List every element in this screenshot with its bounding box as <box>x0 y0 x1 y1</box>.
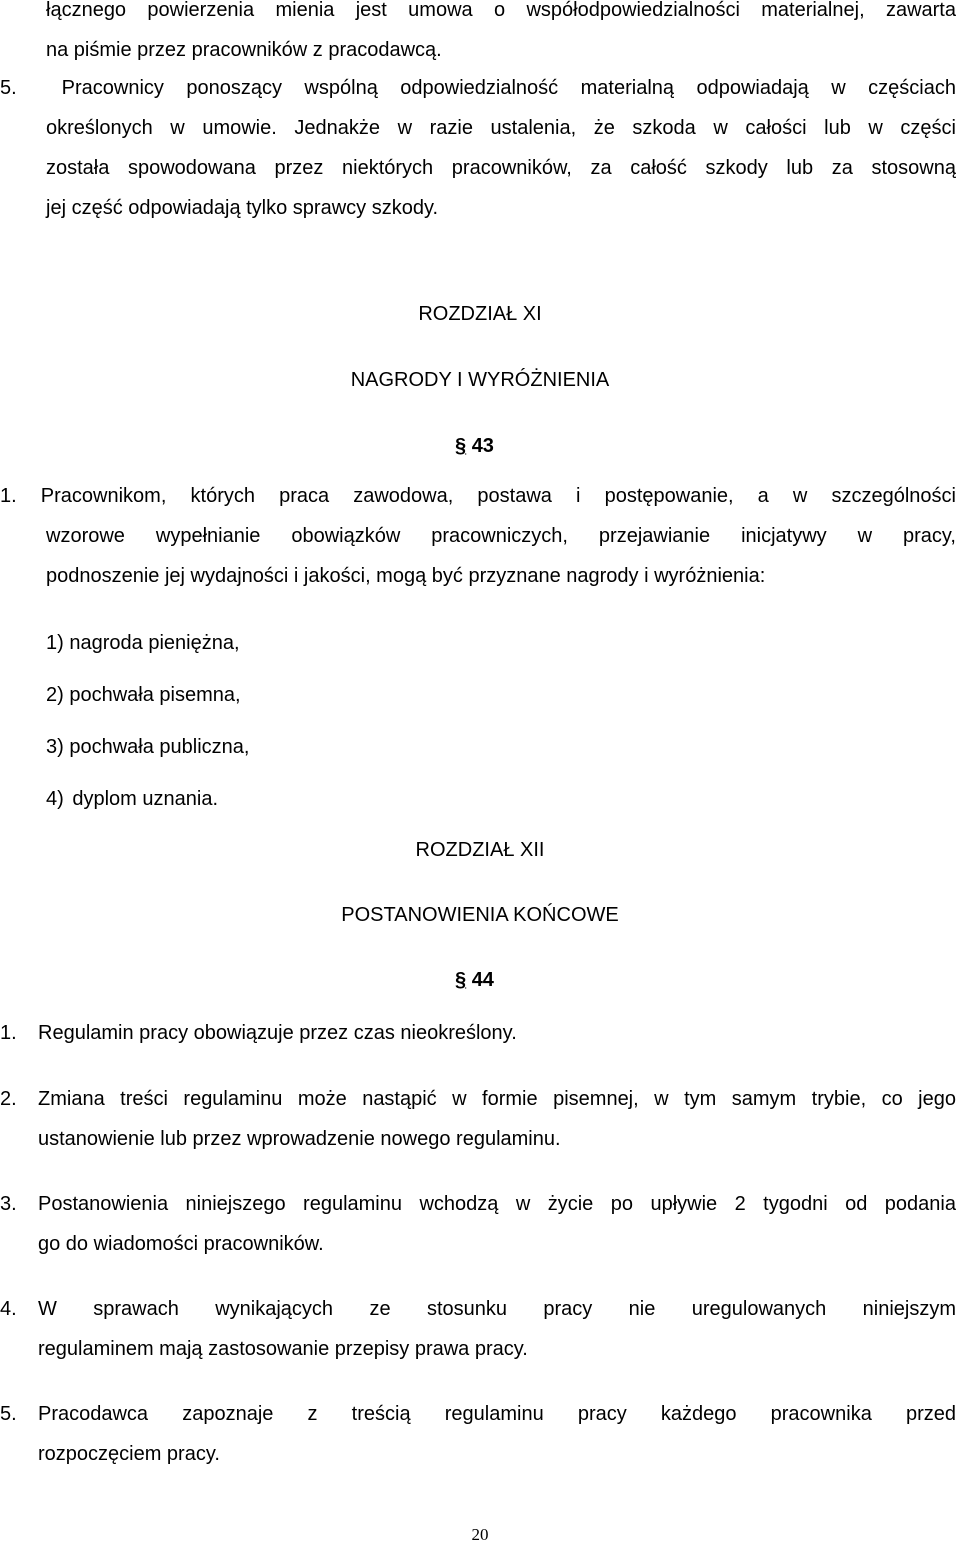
award-item-text: pochwała publiczna, <box>69 736 250 758</box>
section-43-paragraph <box>0 476 956 516</box>
award-item-number: 3) <box>46 736 64 758</box>
final-provision-4 <box>0 1289 958 1369</box>
provision-line: Postanowienia niniejszego regulaminu wchodzą w życie po upływie 2 tygodni od podania <box>38 1193 956 1215</box>
section-number: 43 <box>471 435 494 457</box>
award-list-item <box>46 631 240 655</box>
provision-line: Pracodawca zapoznaje z treścią regulaminu pracy każdego pracownika przed <box>38 1403 956 1425</box>
award-list-item <box>46 735 249 759</box>
provision-line: rozpoczęciem pracy. <box>38 1443 220 1465</box>
point-5-line-1 <box>0 68 956 108</box>
point-5-line-3: została spowodowana przez niektórych pracowników, za całość szkody lub za stosowną <box>46 157 956 179</box>
award-item-text: pochwała pisemna, <box>69 684 241 706</box>
provision-body <box>38 1394 956 1474</box>
section-43-line-3: podnoszenie jej wydajności i jakości, mogą być przyznane nagrody i wyróżnienia: <box>46 565 766 587</box>
award-item-text: nagroda pieniężna, <box>69 632 240 654</box>
award-list-item <box>46 683 241 707</box>
provision-number: 2. <box>0 1088 17 1110</box>
section-43-line-1 <box>0 476 956 516</box>
point-5-paragraph <box>0 68 956 108</box>
chapter-xii-subtitle: POSTANOWIENIA KOŃCOWE <box>341 904 619 926</box>
final-provision-5 <box>0 1394 958 1474</box>
provision-body <box>38 1184 956 1264</box>
point-5-line-4: jej część odpowiadają tylko sprawcy szkody. <box>46 197 439 219</box>
chapter-xii-title: ROZDZIAŁ XII <box>415 839 545 861</box>
provision-line: W sprawach wynikających ze stosunku pracy nie uregulowanych niniejszym <box>38 1298 956 1320</box>
provision-line: Zmiana treści regulaminu może nastąpić w formie pisemnej, w tym samym trybie, co jego <box>38 1088 956 1110</box>
award-item-number: 1) <box>46 632 64 654</box>
provision-line: ustanowienie lub przez wprowadzenie nowego regulaminu. <box>38 1128 561 1150</box>
provision-body <box>38 1079 956 1159</box>
final-provision-3 <box>0 1184 958 1264</box>
award-item-number: 4) <box>46 788 64 810</box>
provision-number: 4. <box>0 1298 17 1320</box>
provision-number: 3. <box>0 1193 17 1215</box>
section-symbol: § <box>455 969 467 991</box>
section-44-heading <box>455 968 494 992</box>
point-5-line-2: określonych w umowie. Jednakże w razie ustalenia, że szkoda w całości lub w części <box>46 117 956 139</box>
section-43-continuation <box>46 516 956 596</box>
provision-body <box>38 1289 956 1369</box>
provision-line: go do wiadomości pracowników. <box>38 1233 324 1255</box>
point-5-continuation <box>46 108 956 228</box>
award-list-item <box>46 787 218 811</box>
section-43-text-1: 1. Pracownikom, których praca zawodowa, postawa i postępowanie, a w szczególności <box>0 485 956 507</box>
intro-line-2: na piśmie przez pracowników z pracodawcą. <box>46 39 442 61</box>
intro-line-1: łącznego powierzenia mienia jest umowa o współodpowiedzialności materialnej, zawarta <box>46 0 956 21</box>
provision-body <box>38 1013 956 1053</box>
section-43-heading <box>455 434 494 458</box>
provision-line: regulaminem mają zastosowanie przepisy prawa pracy. <box>38 1338 528 1360</box>
provision-number: 1. <box>0 1022 17 1044</box>
provision-number: 5. <box>0 1403 17 1425</box>
page-number: 20 <box>471 1525 489 1544</box>
section-symbol: § <box>455 435 467 457</box>
point-5-text-1: Pracownicy ponoszący wspólną odpowiedzialność materialną odpowiadają w częściach <box>61 77 956 99</box>
intro-paragraph <box>46 0 956 70</box>
award-item-number: 2) <box>46 684 64 706</box>
section-43-line-2: wzorowe wypełnianie obowiązków pracowniczych, przejawianie inicjatywy w pracy, <box>46 525 956 547</box>
final-provision-1 <box>0 1013 958 1053</box>
provision-line: Regulamin pracy obowiązuje przez czas nieokreślony. <box>38 1022 517 1044</box>
point-5-number: 5. <box>0 77 17 99</box>
final-provision-2 <box>0 1079 958 1159</box>
award-item-text: dyplom uznania. <box>72 788 219 810</box>
chapter-xi-subtitle: NAGRODY I WYRÓŻNIENIA <box>350 369 610 391</box>
section-number: 44 <box>471 969 494 991</box>
chapter-xi-title: ROZDZIAŁ XI <box>418 303 542 325</box>
